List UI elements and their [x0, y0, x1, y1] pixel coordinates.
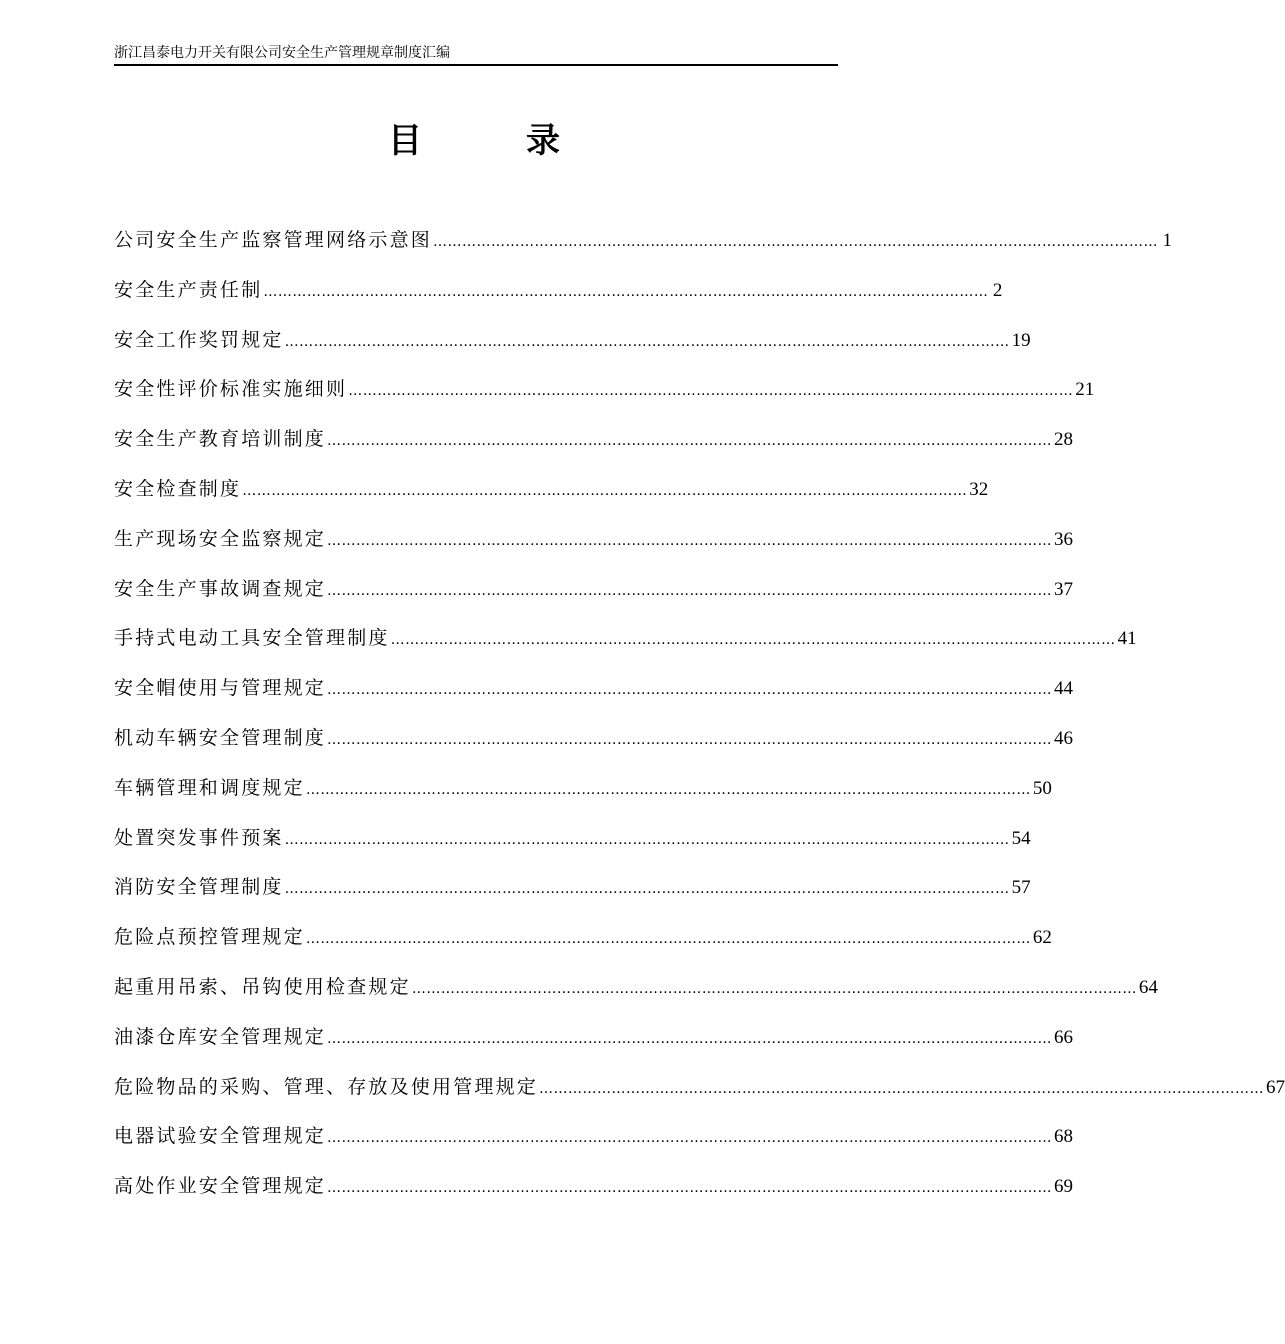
toc-entry-label: 安全生产责任制 — [114, 278, 263, 301]
toc-leader-dots: …………………………………………………………………………………………………………………………………… — [284, 831, 1010, 848]
toc-entry[interactable] — [114, 425, 1074, 475]
toc-page-number: 2 — [992, 279, 1003, 301]
toc-page-number: 36 — [1054, 528, 1074, 550]
toc-entry[interactable] — [114, 375, 1095, 425]
toc-entry[interactable] — [114, 1023, 1074, 1073]
toc-page-number: 41 — [1117, 628, 1137, 650]
toc-entry-label: 危险点预控管理规定 — [114, 926, 305, 949]
toc-page-number: 57 — [1011, 877, 1031, 899]
toc-leader-dots: …………………………………………………………………………………………………………………………………… — [327, 532, 1053, 549]
toc-page-number: 64 — [1138, 976, 1158, 998]
toc-entry[interactable] — [114, 575, 1074, 625]
toc-leader-dots: …………………………………………………………………………………………………………………………………… — [305, 931, 1031, 948]
toc-entry[interactable] — [114, 226, 1173, 276]
toc-entry-label: 消防安全管理制度 — [114, 876, 284, 899]
toc-page-number: 19 — [1011, 329, 1031, 351]
toc-entry-label: 安全生产教育培训制度 — [114, 428, 327, 451]
toc-leader-dots: …………………………………………………………………………………………………………………………………… — [327, 1180, 1053, 1197]
toc-page-number: 37 — [1054, 578, 1074, 600]
toc-entry-label: 处置突发事件预案 — [114, 826, 284, 849]
toc-entry-label: 手持式电动工具安全管理制度 — [114, 627, 390, 650]
toc-leader-dots: …………………………………………………………………………………………………………………………………… — [327, 1130, 1053, 1147]
page-header — [114, 44, 838, 66]
toc-leader-dots: …………………………………………………………………………………………………………………………………… — [327, 682, 1053, 699]
page-title — [0, 118, 950, 166]
toc-page-number: 1 — [1162, 230, 1173, 251]
toc-entry[interactable] — [114, 624, 1137, 674]
toc-leader-dots: …………………………………………………………………………………………………………………………………… — [411, 980, 1137, 997]
toc-page-number: 62 — [1032, 927, 1052, 949]
toc-page-number: 28 — [1054, 429, 1074, 451]
toc-entry[interactable] — [114, 824, 1031, 874]
toc-entry[interactable] — [114, 276, 1003, 326]
toc-page-number: 46 — [1054, 727, 1074, 749]
toc-entry[interactable] — [114, 1122, 1074, 1172]
toc-entry[interactable] — [114, 525, 1074, 575]
toc-entry[interactable] — [114, 1172, 1074, 1222]
toc-list — [114, 226, 1285, 1222]
title-char-1: 目 — [388, 121, 422, 161]
toc-entry[interactable] — [114, 1073, 1285, 1123]
toc-leader-dots: …………………………………………………………………………………………………………………………………… — [242, 482, 968, 499]
toc-entry-label: 生产现场安全监察规定 — [114, 527, 327, 550]
toc-entry-label: 公司安全生产监察管理网络示意图 — [114, 229, 433, 251]
toc-entry-label: 安全性评价标准实施细则 — [114, 378, 348, 401]
toc-entry-label: 车辆管理和调度规定 — [114, 776, 305, 799]
toc-leader-dots: …………………………………………………………………………………………………………………………………… — [284, 881, 1010, 898]
toc-page-number: 50 — [1032, 777, 1052, 799]
toc-entry[interactable] — [114, 774, 1052, 824]
toc-entry-label: 起重用吊索、吊钩使用检查规定 — [114, 975, 411, 998]
toc-leader-dots: …………………………………………………………………………………………………………………………………… — [327, 731, 1053, 748]
toc-entry[interactable] — [114, 873, 1031, 923]
toc-entry[interactable] — [114, 475, 989, 525]
title-char-2: 录 — [526, 121, 560, 161]
toc-entry-label: 危险物品的采购、管理、存放及使用管理规定 — [114, 1075, 539, 1098]
toc-leader-dots: …………………………………………………………………………………………………………………………………… — [390, 632, 1116, 649]
header-text: 浙江昌泰电力开关有限公司安全生产管理规章制度汇编 — [114, 45, 450, 61]
toc-leader-dots: …………………………………………………………………………………………………………………………………… — [263, 283, 989, 300]
toc-page-number: 32 — [969, 478, 989, 500]
toc-page-number: 21 — [1075, 379, 1095, 401]
toc-entry[interactable] — [114, 923, 1052, 973]
toc-entry-label: 安全工作奖罚规定 — [114, 328, 284, 351]
toc-page-number: 69 — [1054, 1176, 1074, 1198]
toc-leader-dots: …………………………………………………………………………………………………………………………………… — [327, 433, 1053, 450]
toc-entry[interactable] — [114, 326, 1031, 376]
toc-entry-label: 安全帽使用与管理规定 — [114, 677, 327, 700]
toc-entry-label: 电器试验安全管理规定 — [114, 1125, 327, 1148]
toc-leader-dots: …………………………………………………………………………………………………………………………………… — [327, 582, 1053, 599]
toc-entry[interactable] — [114, 973, 1158, 1023]
toc-leader-dots: …………………………………………………………………………………………………………………………………… — [305, 781, 1031, 798]
toc-entry-label: 油漆仓库安全管理规定 — [114, 1025, 327, 1048]
toc-page-number: 66 — [1054, 1026, 1074, 1048]
toc-page-number: 54 — [1011, 827, 1031, 849]
toc-leader-dots: …………………………………………………………………………………………………………………………………… — [539, 1080, 1265, 1097]
toc-leader-dots: …………………………………………………………………………………………………………………………………… — [348, 383, 1074, 400]
toc-page-number: 68 — [1054, 1126, 1074, 1148]
toc-entry[interactable] — [114, 674, 1074, 724]
toc-leader-dots: …………………………………………………………………………………………………………………………………… — [327, 1030, 1053, 1047]
toc-entry-label: 机动车辆安全管理制度 — [114, 726, 327, 749]
toc-leader-dots: …………………………………………………………………………………………………………………………………… — [284, 333, 1010, 350]
toc-entry-label: 安全生产事故调查规定 — [114, 577, 327, 600]
toc-leader-dots: …………………………………………………………………………………………………………………………………… — [433, 234, 1159, 250]
toc-entry-label: 安全检查制度 — [114, 477, 242, 500]
toc-entry[interactable] — [114, 724, 1074, 774]
toc-entry-label: 高处作业安全管理规定 — [114, 1175, 327, 1198]
toc-page-number: 67 — [1266, 1076, 1285, 1098]
toc-page-number: 44 — [1054, 678, 1074, 700]
